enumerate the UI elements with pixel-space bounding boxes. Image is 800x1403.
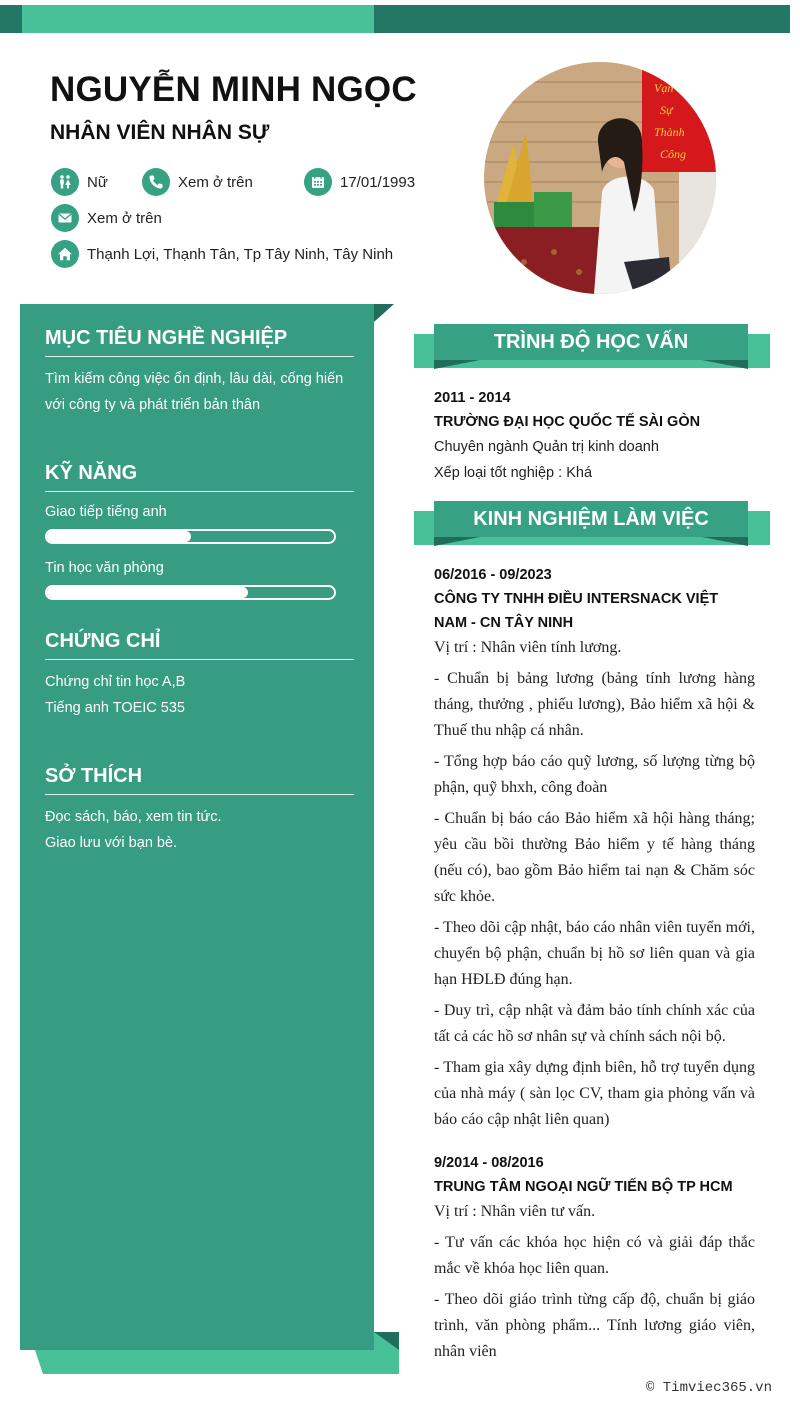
experience-ribbon <box>414 501 770 549</box>
job-duty: - Duy trì, cập nhật và đảm bảo tính chính xác của tất cả các hồ sơ nhân sự và chính sách nội bộ. <box>434 1002 755 1045</box>
phone-icon <box>142 168 170 196</box>
sign-text-2: Sự <box>660 103 673 117</box>
job-company: TRUNG TÂM NGOẠI NGỮ TIẾN BỘ TP HCM <box>434 1179 733 1195</box>
job-position: Vị trí : Nhân viên tính lương. <box>434 639 622 656</box>
sign-text-1: Vạn <box>654 81 674 95</box>
top-bar-accent <box>22 5 374 33</box>
job-duty: - Theo dõi giáo trình từng cấp độ, chuẩn bị giáo trình, văn phòng phẩm... Tính lương giáo viên, nhân viên <box>434 1291 755 1360</box>
email-info <box>51 204 162 232</box>
watermark: © Timviec365.vn <box>645 1380 772 1396</box>
skill-label-2: Tin học văn phòng <box>45 560 164 576</box>
birthday-value: 17/01/1993 <box>340 173 416 191</box>
job-duty: - Tham gia xây dựng định biên, hỗ trợ tuyển dụng của nhà máy ( sàn lọc CV, tham gia phỏng vấn và báo cáo cập nhật liên quan) <box>434 1059 755 1128</box>
skill-fill-2 <box>47 587 248 598</box>
job-duty: - Chuẩn bị bảng lương (bảng tính lương hàng tháng, thưởng , phiếu lương), Bảo hiểm xã hội & Thuế thu nhập cá nhân. <box>434 670 755 739</box>
skill-fill-1 <box>47 531 191 542</box>
gender-value: Nữ <box>87 173 108 191</box>
education-school: TRƯỜNG ĐẠI HỌC QUỐC TẾ SÀI GÒN <box>434 414 701 430</box>
sign-text-4: Công <box>660 147 687 161</box>
certificates-title: CHỨNG CHỈ <box>45 630 354 660</box>
education-ribbon <box>414 324 770 372</box>
gender-icon <box>51 168 79 196</box>
phone-info <box>142 168 253 196</box>
calendar-icon <box>304 168 332 196</box>
job-duty: - Theo dõi cập nhật, báo cáo nhân viên tuyển mới, chuyển bộ phận, chuẩn bị hồ sơ liên quan và gia hạn HĐLĐ đúng hạn. <box>434 919 755 988</box>
hobby-item-1: Đọc sách, báo, xem tin tức. <box>45 809 222 825</box>
education-title: TRÌNH ĐỘ HỌC VẤN <box>434 324 748 360</box>
certificate-item-1: Chứng chỉ tin học A,B <box>45 674 186 690</box>
education-entry <box>434 386 755 486</box>
profile-photo <box>484 62 716 294</box>
sidebar-fold <box>374 304 394 322</box>
home-icon <box>51 240 79 268</box>
email-value: Xem ở trên <box>87 209 162 227</box>
hobby-item-2: Giao lưu với bạn bè. <box>45 835 178 851</box>
job-company: CÔNG TY TNHH ĐIỀU INTERSNACK VIỆT NAM - CN TÂY NINH <box>434 591 719 631</box>
objective-title: MỤC TIÊU NGHỀ NGHIỆP <box>45 327 354 357</box>
job-period: 06/2016 - 09/2023 <box>434 567 552 583</box>
address-info <box>51 240 393 268</box>
education-major: Chuyên ngành Quản trị kinh doanh <box>434 439 659 455</box>
skill-bar-2 <box>45 585 336 600</box>
address-value: Thạnh Lợi, Thạnh Tân, Tp Tây Ninh, Tây Ninh <box>87 245 394 263</box>
job-period: 9/2014 - 08/2016 <box>434 1155 544 1171</box>
phone-value: Xem ở trên <box>178 173 253 191</box>
hobbies-title: SỞ THÍCH <box>45 765 354 795</box>
candidate-name: NGUYỄN MINH NGỌC <box>50 70 417 109</box>
certificate-item-2: Tiếng anh TOEIC 535 <box>45 700 185 716</box>
sidebar-bottom-fold <box>374 1332 399 1350</box>
birthday-info <box>304 168 415 196</box>
sign-text-3: Thành <box>654 125 685 139</box>
skill-bar-1 <box>45 529 336 544</box>
gender-info <box>51 168 108 196</box>
job-duty: - Chuẩn bị báo cáo Bảo hiểm xã hội hàng tháng; yêu cầu bồi thường Bảo hiểm y tế hàng tháng (nếu có), bao gồm Bảo hiểm tai nạn & Chăm sóc sức khỏe. <box>434 810 755 905</box>
education-period: 2011 - 2014 <box>434 390 511 406</box>
job-entry-2 <box>434 1151 755 1370</box>
job-entry-1 <box>434 563 755 1138</box>
job-duty: - Tư vấn các khóa học hiện có và giải đáp thắc mắc về khóa học liên quan. <box>434 1234 755 1277</box>
objective-text: Tìm kiếm công việc ổn định, lâu dài, cống hiến với công ty và phát triển bản thân <box>45 371 344 413</box>
experience-title: KINH NGHIỆM LÀM VIỆC <box>434 501 748 537</box>
skills-title: KỸ NĂNG <box>45 462 354 492</box>
skill-label-1: Giao tiếp tiếng anh <box>45 504 167 520</box>
email-icon <box>51 204 79 232</box>
job-title: NHÂN VIÊN NHÂN SỰ <box>50 121 270 144</box>
education-grade: Xếp loại tốt nghiệp : Khá <box>434 465 593 481</box>
job-position: Vị trí : Nhân viên tư vấn. <box>434 1203 596 1220</box>
job-duty: - Tổng hợp báo cáo quỹ lương, số lượng từng bộ phận, quỹ bhxh, công đoàn <box>434 753 755 796</box>
